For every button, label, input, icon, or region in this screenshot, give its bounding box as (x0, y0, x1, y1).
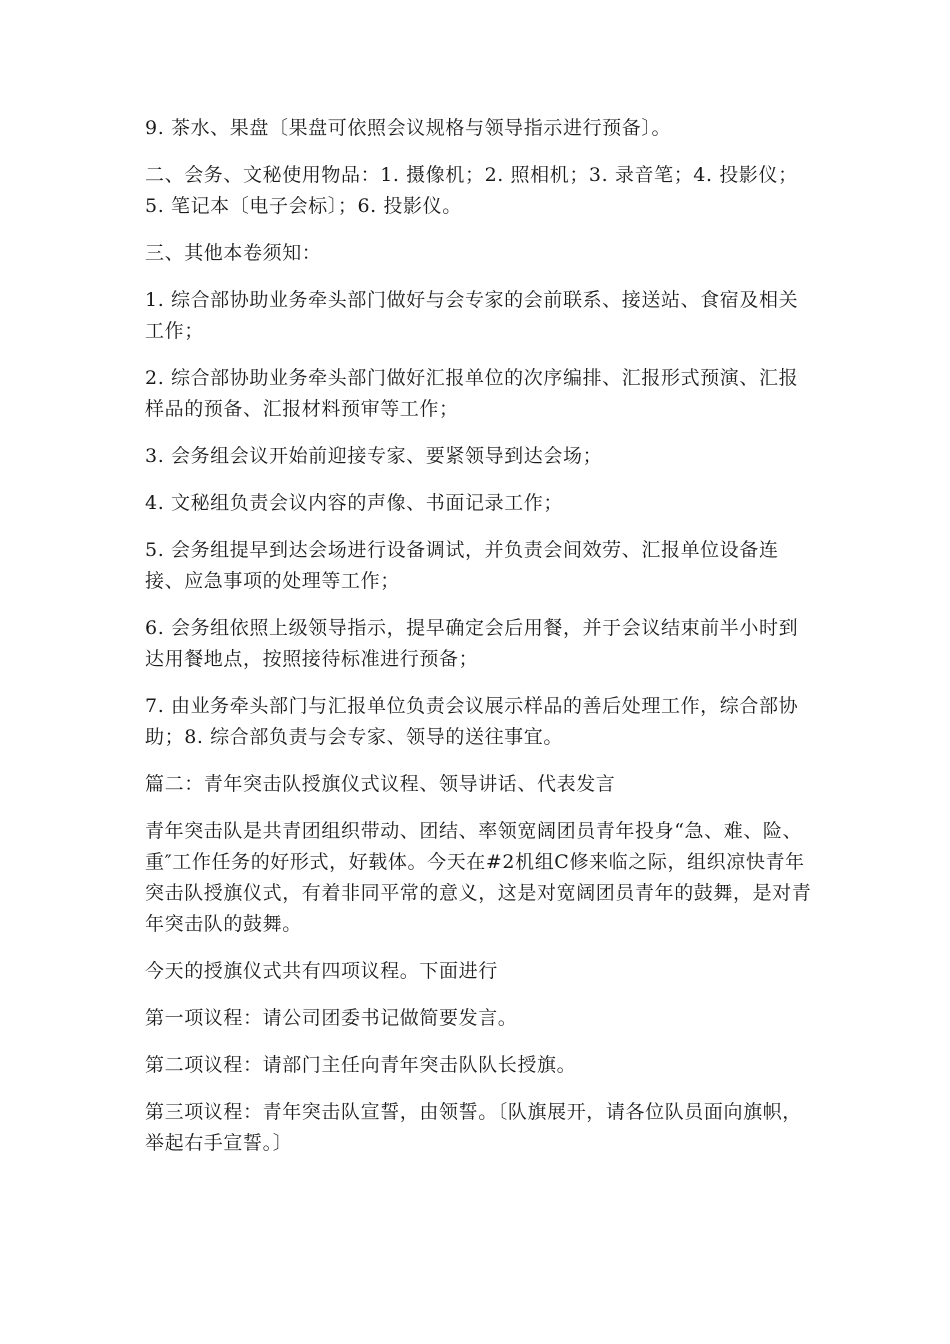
intro-paragraph: 青年突击队是共青团组织带动、团结、率领宽阔团员青年投身“急、难、险、重″工作任务的好形式，好载体。今天在#2机组C修来临之际，组织凉快青年突击队授旗仪式，有着非同平常的意义，这是对宽阔团员青年的鼓舞，是对青年突击队的鼓舞。 (145, 820, 812, 935)
notice-item-2: 2. 综合部协助业务牵头部门做好汇报单位的次序编排、汇报形式预演、汇报样品的预备、汇报材料预审等工作； (145, 367, 799, 420)
document-body (145, 113, 813, 1175)
agenda-item-1: 第一项议程：请公司团委书记做简要发言。 (145, 1007, 518, 1029)
section-3-heading: 三、其他本卷须知： (145, 242, 322, 264)
notice-item-6: 6. 会务组依照上级领导指示，提早确定会后用餐，并于会议结束前半小时到达用餐地点，按照接待标准进行预备； (145, 617, 799, 670)
chapter-2-title: 篇二：青年突击队授旗仪式议程、领导讲话、代表发言 (145, 773, 616, 795)
notice-item-3: 3. 会务组会议开始前迎接专家、要紧领导到达会场； (145, 445, 603, 467)
notice-item-7-8: 7. 由业务牵头部门与汇报单位负责会议展示样品的善后处理工作，综合部协助；8. 综合部负责与会专家、领导的送往事宜。 (145, 695, 799, 748)
notice-item-1: 1. 综合部协助业务牵头部门做好与会专家的会前联系、接送站、食宿及相关工作； (145, 289, 799, 342)
agenda-intro: 今天的授旗仪式共有四项议程。下面进行 (145, 960, 498, 982)
notice-item-4: 4. 文秘组负责会议内容的声像、书面记录工作； (145, 492, 563, 514)
section-2-equipment: 二、会务、文秘使用物品：1. 摄像机；2. 照相机；3. 录音笔；4. 投影仪；5. 笔记本〔电子会标〕；6. 投影仪。 (145, 164, 798, 217)
item-9-tea-fruit: 9. 茶水、果盘〔果盘可依照会议规格与领导指示进行预备〕。 (145, 117, 672, 139)
agenda-item-2: 第二项议程：请部门主任向青年突击队队长授旗。 (145, 1054, 577, 1076)
notice-item-5: 5. 会务组提早到达会场进行设备调试，并负责会间效劳、汇报单位设备连接、应急事项的处理等工作； (145, 539, 779, 592)
agenda-item-3: 第三项议程：青年突击队宣誓，由领誓。〔队旗展开，请各位队员面向旗帜，举起右手宣誓。〕 (145, 1101, 802, 1154)
